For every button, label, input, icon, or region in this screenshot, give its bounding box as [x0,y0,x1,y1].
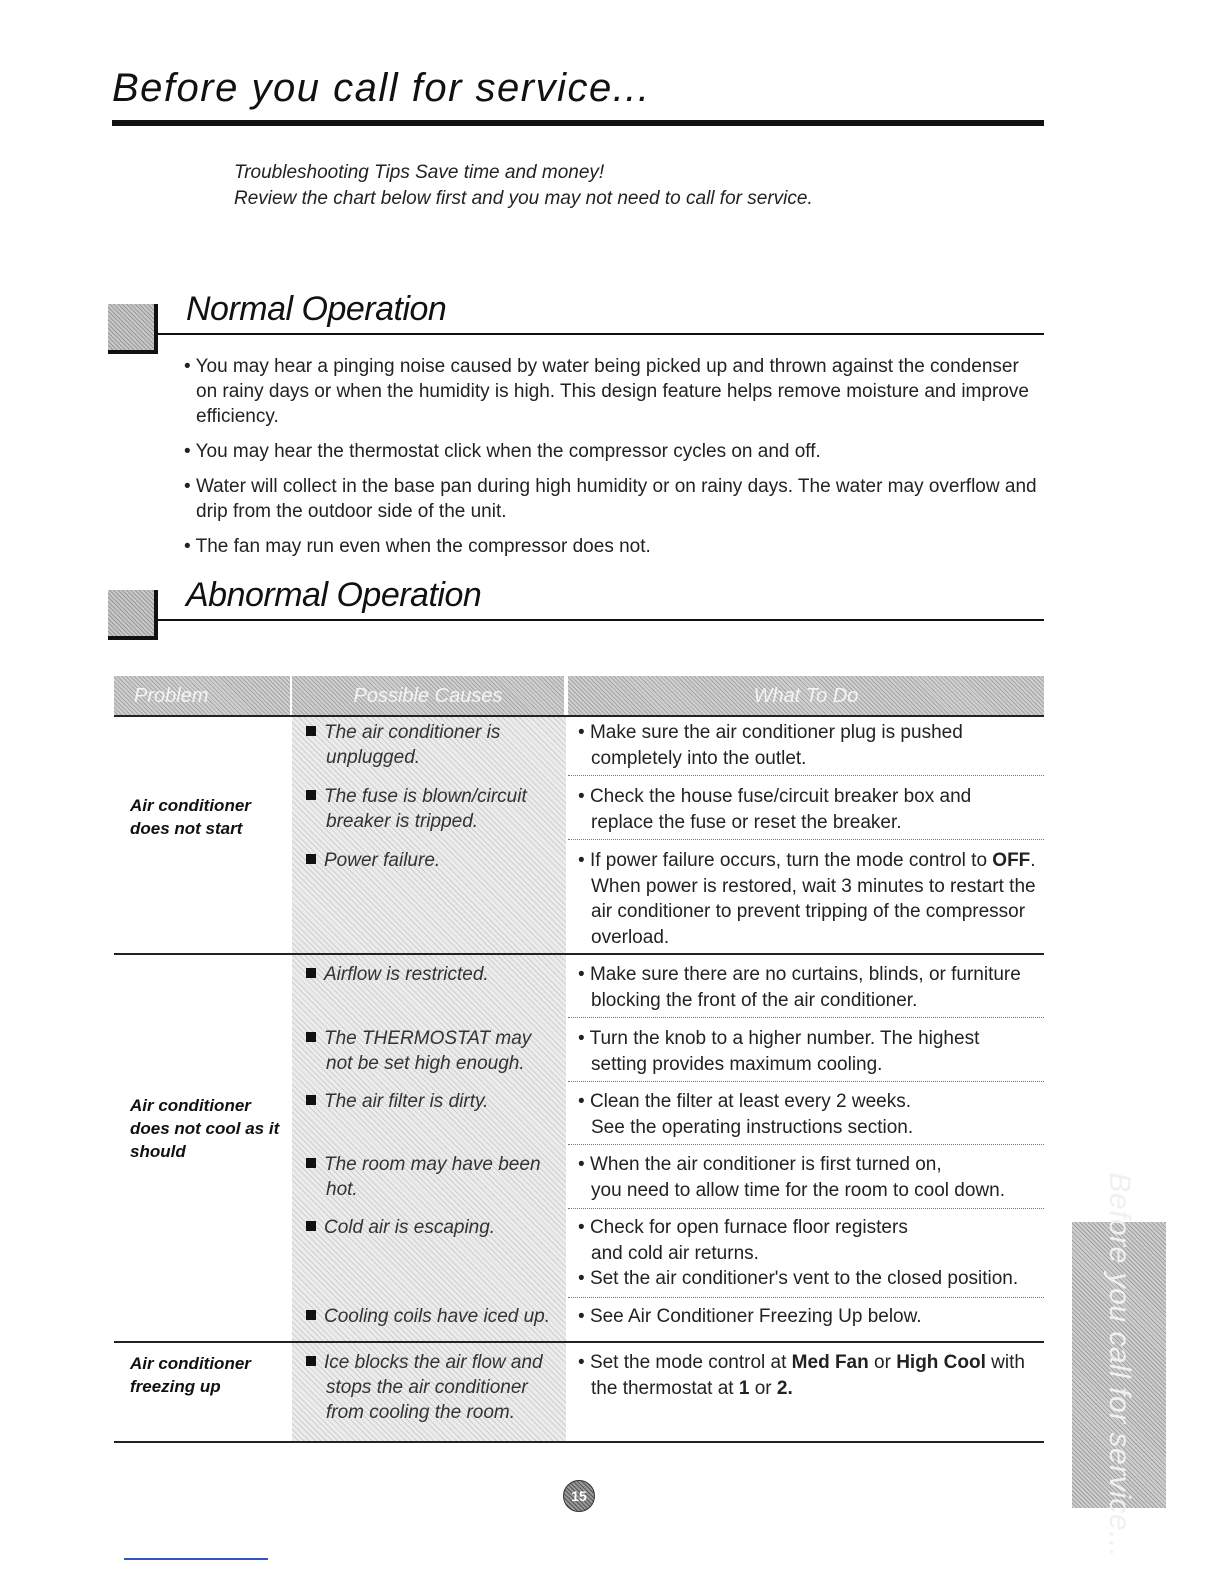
row-divider [568,1208,1044,1209]
todo-item: • Clean the filter at least every 2 weeks. See the operating instructions section. [578,1091,914,1138]
list-item: • You may hear the thermostat click when the compressor cycles on and off. [184,439,1044,464]
side-tab [1072,1172,1166,1558]
intro [234,160,813,212]
cause-item: The fuse is blown/circuit breaker is tripped. [306,784,562,834]
list-item: • Water will collect in the base pan during high humidity or on rainy days. The water may overflow and drip from the outdoor side of the unit. [184,474,1044,524]
row-divider [568,1144,1044,1145]
side-tab-label: Before you call for service... [1103,1172,1136,1558]
section-title: Normal Operation [186,290,447,328]
problem-freezing-up: Air conditioner freezing up [130,1354,251,1396]
todo-item: • When the air conditioner is first turned on, you need to allow time for the room to cool down. [578,1154,1006,1201]
page-number: 15 [563,1480,595,1512]
cause-item: Airflow is restricted. [306,962,562,987]
bullet-square-icon [306,1158,316,1168]
cause-item: The air conditioner is unplugged. [306,720,562,770]
normal-operation-list [184,354,1044,569]
bullet-square-icon [306,1310,316,1320]
intro-line: Troubleshooting Tips Save time and money! [234,162,605,183]
list-item: • You may hear a pinging noise caused by water being picked up and thrown against the condenser on rainy days or when the humidity is high. This design feature helps remove moisture and improve efficiency. [184,354,1044,429]
section-marker-icon [108,304,158,354]
todo-item: • Check for open furnace floor registers and cold air returns. • Set the air conditioner's vent to the closed position. [578,1217,1019,1289]
intro-line: Review the chart below first and you may not need to call for service. [234,188,813,209]
column-header-causes: Possible Causes [292,676,564,716]
section-title: Abnormal Operation [186,576,482,614]
todo-item: • Turn the knob to a higher number. The highest setting provides maximum cooling. [578,1028,980,1075]
bullet-square-icon [306,854,316,864]
todo-item: • See Air Conditioner Freezing Up below. [578,1306,922,1327]
list-item: • The fan may run even when the compressor does not. [184,534,1044,559]
cause-item: Power failure. [306,848,562,873]
todo-item: • Make sure the air conditioner plug is pushed completely into the outlet. [578,722,963,769]
todo-item: • Set the mode control at Med Fan or High Cool with the thermostat at 1 or 2. [578,1352,1025,1399]
normal-operation-heading [108,290,1044,360]
page-title: Before you call for service... [112,66,651,110]
cause-item: Ice blocks the air flow and stops the air conditioner from cooling the room. [306,1350,562,1425]
cause-item: The air filter is dirty. [306,1089,562,1114]
section-marker-icon [108,590,158,640]
bullet-square-icon [306,790,316,800]
todo-item: • If power failure occurs, turn the mode control to OFF. When power is restored, wait 3 minutes to restart the air conditioner to prevent tripping of the compressor overload. [578,850,1036,948]
table-rule [114,715,1044,717]
section-rule [158,333,1044,335]
row-divider [568,839,1044,840]
bullet-square-icon [306,1095,316,1105]
table-rule [114,953,1044,955]
cause-item: The THERMOSTAT may not be set high enough. [306,1026,562,1076]
bullet-square-icon [306,1032,316,1042]
table-rule [114,1341,1044,1343]
section-rule [158,619,1044,621]
problem-does-not-start: Air conditioner does not start [130,796,251,838]
column-header-problem: Problem [114,676,290,716]
table-rule [114,1441,1044,1443]
cause-item: Cold air is escaping. [306,1215,562,1240]
bullet-square-icon [306,726,316,736]
bullet-square-icon [306,1356,316,1366]
todo-item: • Check the house fuse/circuit breaker box and replace the fuse or reset the breaker. [578,786,972,833]
bullet-square-icon [306,968,316,978]
title-rule [112,120,1044,126]
row-divider [568,1297,1044,1298]
bullet-square-icon [306,1221,316,1231]
column-header-todo: What To Do [568,676,1044,716]
cause-item: Cooling coils have iced up. [306,1304,562,1329]
problem-does-not-cool: Air conditioner does not cool as it should [130,1096,280,1161]
row-divider [568,775,1044,776]
bottom-link-line[interactable] [124,1558,268,1560]
abnormal-operation-heading [108,576,1044,646]
row-divider [568,1081,1044,1082]
todo-item: • Make sure there are no curtains, blinds, or furniture blocking the front of the air conditioner. [578,964,1021,1011]
cause-item: The room may have been hot. [306,1152,562,1202]
row-divider [568,1017,1044,1018]
